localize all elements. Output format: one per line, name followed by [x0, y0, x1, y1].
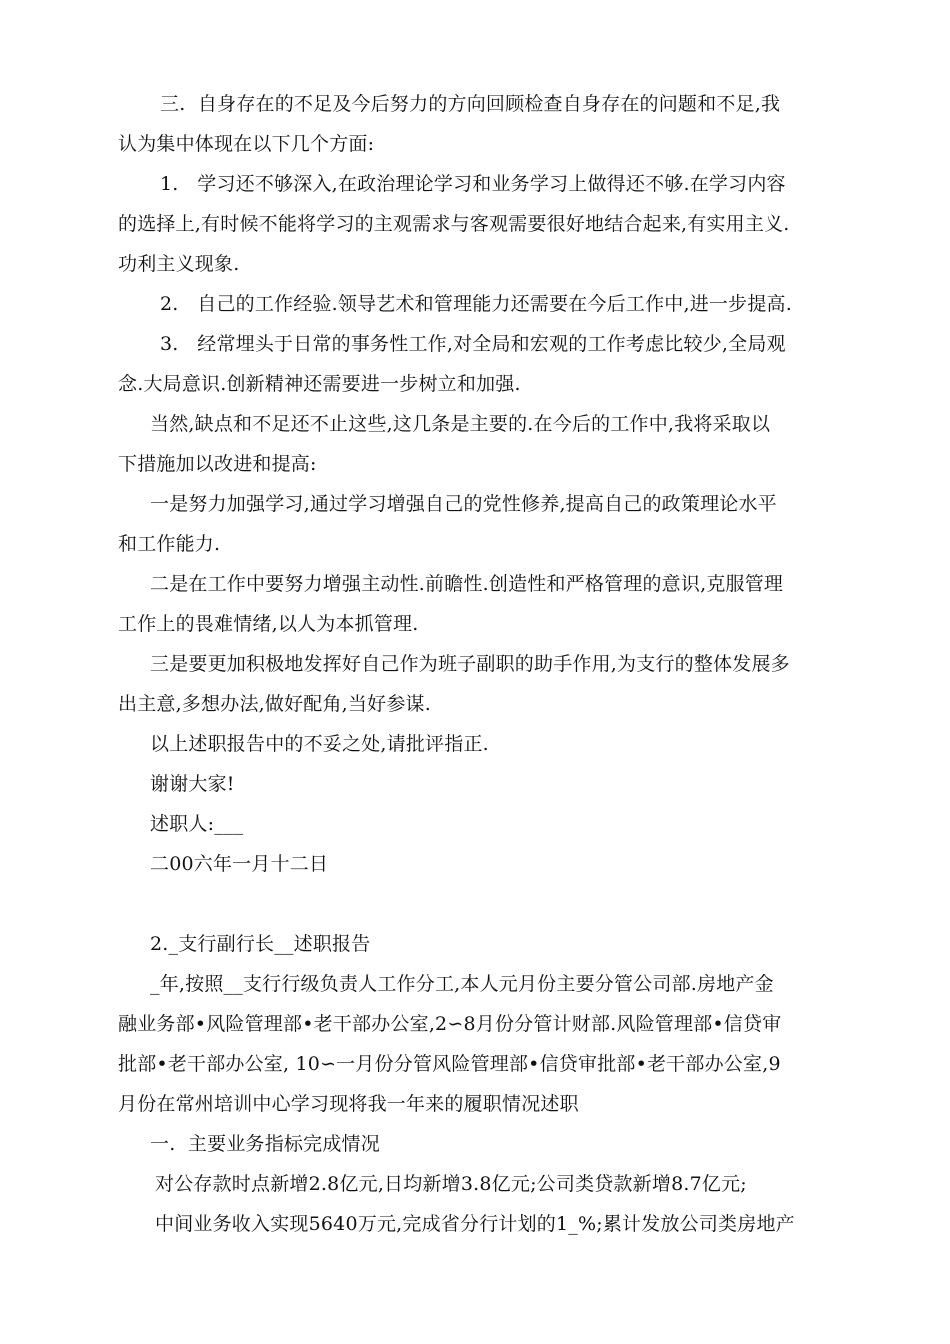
- paragraph-line: 下措施加以改进和提高:: [118, 453, 317, 475]
- section-heading-indicators: 一. 主要业务指标完成情况: [150, 1133, 380, 1155]
- date-line: 二00六年一月十二日: [150, 853, 329, 875]
- paragraph-line: 三是要更加积极地发挥好自己作为班子副职的助手作用,为支行的整体发展多: [150, 653, 790, 675]
- paragraph-line: 一是努力加强学习,通过学习增强自己的党性修养,提高自己的政策理论水平: [150, 493, 777, 515]
- paragraph-line: 功利主义现象.: [118, 253, 240, 275]
- paragraph-line: 的选择上,有时候不能将学习的主观需求与客观需要很好地结合起来,有实用主义.: [118, 213, 790, 235]
- report-title: 2._支行副行长__述职报告: [150, 933, 371, 955]
- paragraph-line: 中间业务收入实现5640万元,完成省分行计划的1_%;累计发放公司类房地产: [155, 1213, 795, 1235]
- paragraph-line: 工作上的畏难情绪,以人为本抓管理.: [118, 613, 419, 635]
- closing-line: 以上述职报告中的不妥之处,请批评指正.: [150, 733, 489, 755]
- paragraph-line: 念.大局意识.创新精神还需要进一步树立和加强.: [118, 373, 521, 395]
- section-heading-shortcomings: 三. 自身存在的不足及今后努力的方向回顾检查自身存在的问题和不足,我: [160, 93, 781, 115]
- paragraph-line: 认为集中体现在以下几个方面:: [118, 133, 375, 155]
- paragraph-line: 对公存款时点新增2.8亿元,日均新增3.8亿元;公司类贷款新增8.7亿元;: [155, 1173, 747, 1195]
- paragraph-line: 和工作能力.: [118, 533, 221, 555]
- paragraph-line: 当然,缺点和不足还不止这些,这几条是主要的.在今后的工作中,我将采取以: [150, 413, 771, 435]
- list-item-3: 3. 经常埋头于日常的事务性工作,对全局和宏观的工作考虑比较少,全局观: [160, 333, 786, 355]
- paragraph-line: 二是在工作中要努力增强主动性.前瞻性.创造性和严格管理的意识,克服管理: [150, 573, 784, 595]
- paragraph-line: 月份在常州培训中心学习现将我一年来的履职情况述职: [118, 1093, 579, 1115]
- list-item-1: 1. 学习还不够深入,在政治理论学习和业务学习上做得还不够.在学习内容: [160, 173, 786, 195]
- paragraph-line: _年,按照__支行行级负责人工作分工,本人元月份主要分管公司部.房地产金: [150, 973, 774, 995]
- reporter-line: 述职人:___: [150, 813, 244, 835]
- paragraph-line: 融业务部•风险管理部•老干部办公室,2∽8月份分管计财部.风险管理部•信贷审: [118, 1013, 782, 1035]
- list-item-2: 2. 自己的工作经验.领导艺术和管理能力还需要在今后工作中,进一步提高.: [160, 293, 792, 315]
- paragraph-line: 出主意,多想办法,做好配角,当好参谋.: [118, 693, 431, 715]
- thanks-line: 谢谢大家!: [150, 773, 235, 795]
- paragraph-line: 批部•老干部办公室, 10∽一月份分管风险管理部•信贷审批部•老干部办公室,9: [118, 1053, 781, 1075]
